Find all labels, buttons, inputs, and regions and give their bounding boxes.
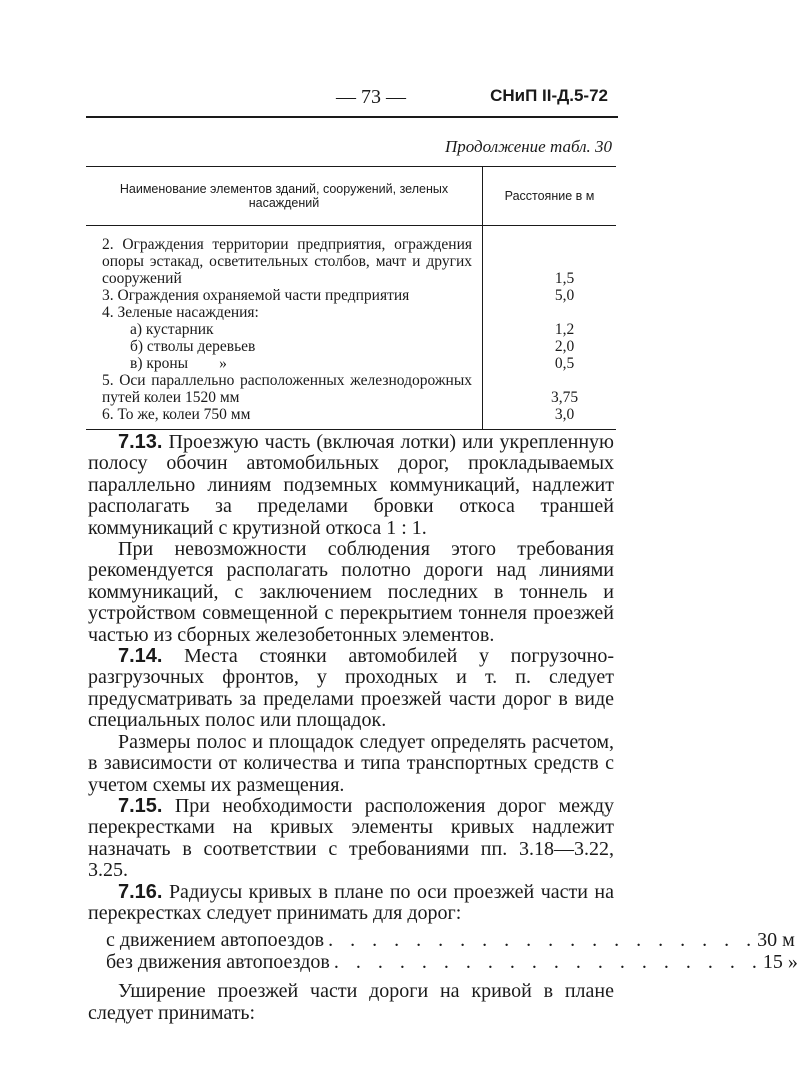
body-text <box>88 431 798 1024</box>
radius-row <box>106 950 798 973</box>
table-row <box>86 287 616 304</box>
row-name: б) стволы деревьев <box>130 338 256 355</box>
row-distance: 1,2 <box>483 321 617 338</box>
column-header-name: Наименование элементов зданий, сооружений, зеленых насаждений <box>86 167 483 226</box>
row-name: 6. То же, колеи 750 мм <box>86 406 483 430</box>
paragraph-text: Радиусы кривых в плане по оси проезжей части на перекрестках следует принимать для дорог: <box>88 880 614 924</box>
paragraph-7-14-continued: Размеры полос и площадок следует определять расчетом, в зависимости от количества и типа транспортных средств с учетом схемы их размещения. <box>88 730 614 796</box>
row-name: а) кустарник <box>130 321 214 338</box>
row-distance <box>483 304 617 321</box>
paragraph-7-16 <box>88 882 614 925</box>
page-number: — 73 — <box>336 86 406 108</box>
column-header-distance: Расстояние в м <box>483 167 617 226</box>
table-row <box>86 338 616 355</box>
table-continuation-caption: Продолжение табл. 30 <box>444 137 612 156</box>
row-name: в) кроны » <box>130 355 227 372</box>
page-header <box>96 78 616 108</box>
table-row <box>86 372 616 406</box>
paragraph-7-13-continued: При невозможности соблюдения этого требования рекомендуется располагать полотно дороги над линиями коммуникаций, с заключением последних в тоннель и устройством совмещенной с перекрытием тоннеля проезжей частью из сборных железобетонных элементов. <box>88 538 614 646</box>
row-name: 4. Зеленые насаждения: <box>102 304 259 321</box>
radius-label: без движения автопоездов <box>106 950 330 973</box>
row-distance: 2,0 <box>483 338 617 355</box>
paragraph-text: При необходимости расположения дорог между перекрестками на кривых элементы кривых надлежит назначать в соответствии с требованиями пп. 3.18—3.22, 3.25. <box>88 794 615 882</box>
table-row <box>86 355 616 372</box>
radius-list <box>106 929 798 973</box>
table-row <box>86 406 616 430</box>
document-code: СНиП II-Д.5-72 <box>490 86 608 105</box>
leader-dots: . . . . . . . . . . . . . . . . . . . . <box>333 950 763 973</box>
row-distance: 3,0 <box>483 406 617 430</box>
paragraph-7-13 <box>88 432 614 539</box>
radius-label: с движением автопоездов <box>106 929 325 952</box>
paragraph-text: Проезжую часть (включая лотки) или укрепленную полосу обочин автомобильных дорог, прокладываемых параллельно линиям подземных коммуникаций, надлежит располагать за пределами бровки откоса траншей коммуникаций с крутизной откоса 1 : 1. <box>88 431 614 539</box>
paragraph-number: 7.13. <box>118 431 163 453</box>
paragraph-widening: Уширение проезжей части дороги на кривой в плане следует принимать: <box>88 980 614 1024</box>
table-row <box>86 226 616 288</box>
table-row <box>86 304 616 321</box>
row-name: 5. Оси параллельно расположенных железнодорожных путей колеи 1520 мм <box>102 372 472 406</box>
row-distance: 1,5 <box>483 226 617 288</box>
paragraph-text: Места стоянки автомобилей у погрузочно-разгрузочных фронтов, у проходных и т. п. следует предусматривать за пределами проезжей части дорог в виде специальных полос или площадок. <box>88 645 614 732</box>
paragraph-number: 7.16. <box>118 880 163 903</box>
radius-row <box>106 929 795 952</box>
radius-value: 30 м <box>757 929 795 952</box>
row-distance: 0,5 <box>483 355 617 372</box>
paragraph-7-15 <box>88 796 614 882</box>
row-name: 3. Ограждения охраняемой части предприятия <box>102 287 410 304</box>
paragraph-number: 7.14. <box>118 645 163 668</box>
row-distance: 3,75 <box>483 372 617 406</box>
paragraph-number: 7.15. <box>118 794 163 817</box>
radius-value: 15 » <box>762 950 798 973</box>
leader-dots: . . . . . . . . . . . . . . . . . . . . <box>328 929 758 952</box>
table-row <box>86 321 616 338</box>
distance-table <box>86 166 616 430</box>
header-rule <box>86 116 618 118</box>
row-distance: 5,0 <box>483 287 617 304</box>
paragraph-7-14 <box>88 646 614 732</box>
row-name: 2. Ограждения территории предприятия, ограждения опоры эстакад, осветительных столбов, мачт и других сооружений <box>102 236 472 287</box>
